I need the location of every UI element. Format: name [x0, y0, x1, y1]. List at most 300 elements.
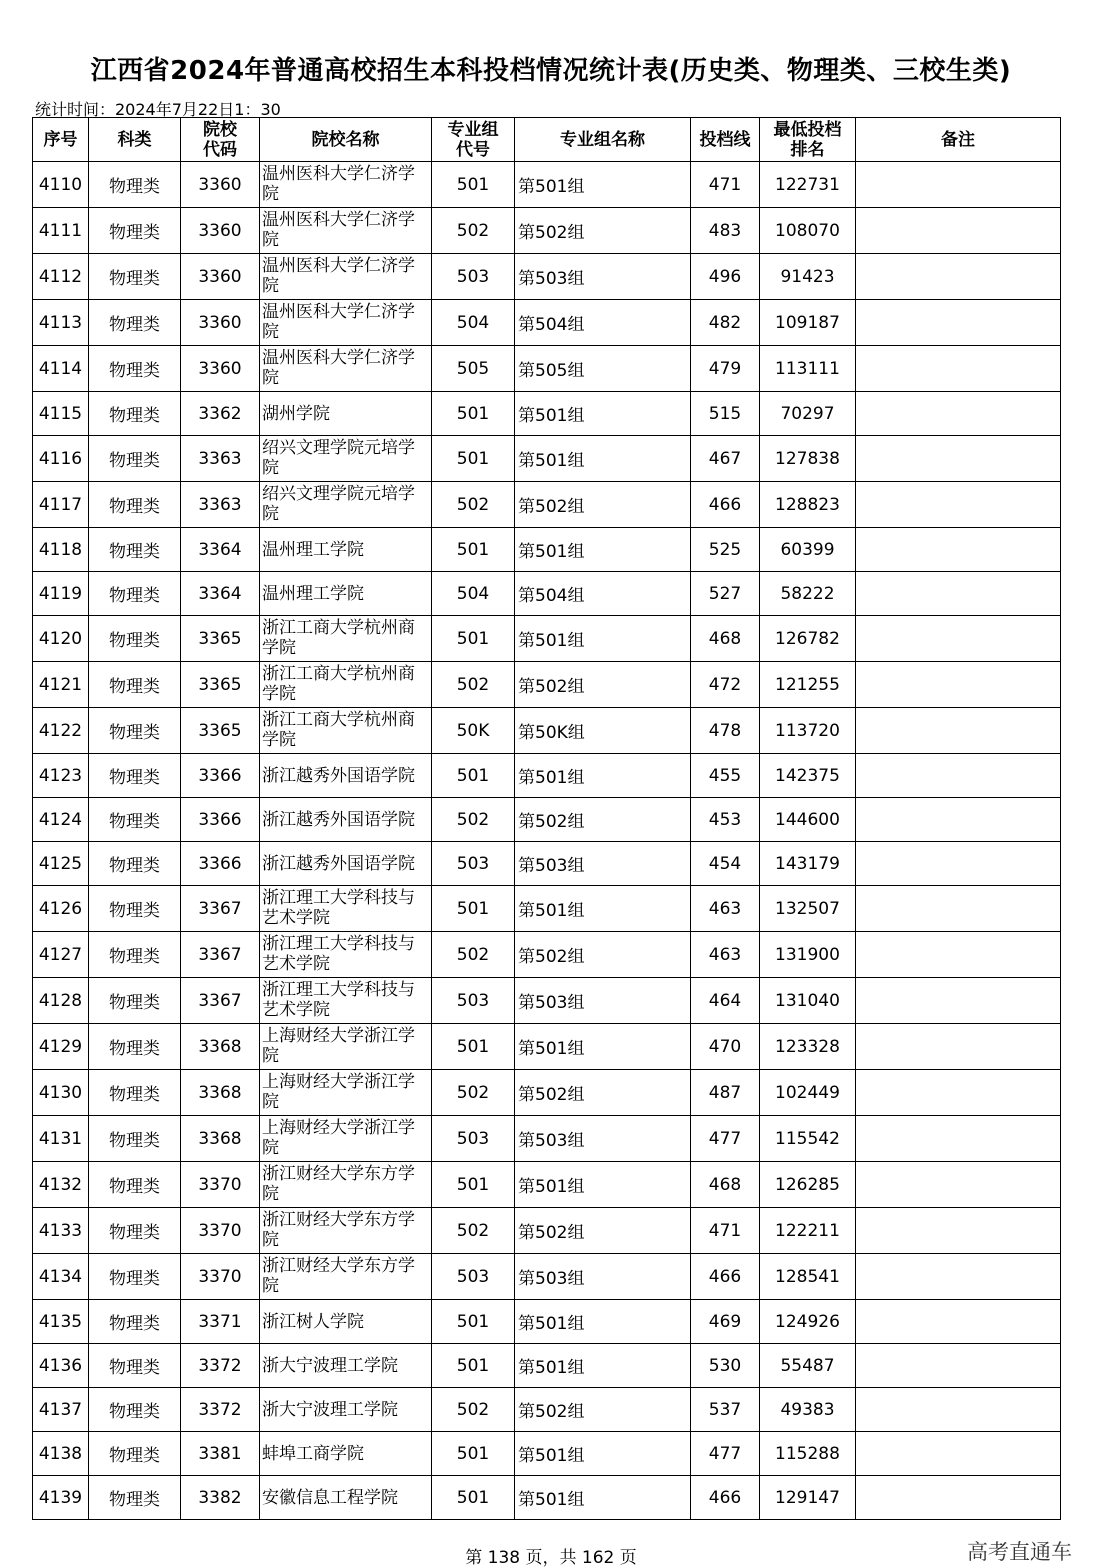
school-code-cell: 3363 — [181, 436, 260, 482]
category-cell: 物理类 — [89, 1024, 181, 1070]
header-cutoff-score: 投档线 — [691, 118, 760, 162]
category-cell: 物理类 — [89, 1344, 181, 1388]
school-code-cell: 3360 — [181, 208, 260, 254]
group-name-cell: 第501组 — [515, 436, 691, 482]
table-row — [33, 886, 1061, 932]
cutoff-score-cell: 463 — [691, 886, 760, 932]
remarks-cell — [856, 662, 1061, 708]
min-rank-cell: 109187 — [760, 300, 856, 346]
cutoff-score-cell: 455 — [691, 754, 760, 798]
min-rank-cell: 142375 — [760, 754, 856, 798]
table-row — [33, 754, 1061, 798]
table-row — [33, 436, 1061, 482]
school-code-cell: 3366 — [181, 798, 260, 842]
group-code-cell: 503 — [432, 842, 515, 886]
remarks-cell — [856, 482, 1061, 528]
school-code-cell: 3367 — [181, 932, 260, 978]
school-code-cell: 3371 — [181, 1300, 260, 1344]
school-code-cell: 3360 — [181, 254, 260, 300]
cutoff-score-cell: 527 — [691, 572, 760, 616]
school-code-cell: 3368 — [181, 1024, 260, 1070]
remarks-cell — [856, 1070, 1061, 1116]
remarks-cell — [856, 572, 1061, 616]
group-code-cell: 504 — [432, 300, 515, 346]
category-cell: 物理类 — [89, 1208, 181, 1254]
group-code-cell: 502 — [432, 208, 515, 254]
table-row — [33, 1432, 1061, 1476]
school-code-cell: 3364 — [181, 572, 260, 616]
min-rank-cell: 115542 — [760, 1116, 856, 1162]
index-cell: 4117 — [33, 482, 89, 528]
index-cell: 4127 — [33, 932, 89, 978]
min-rank-cell: 132507 — [760, 886, 856, 932]
group-name-cell: 第503组 — [515, 254, 691, 300]
group-code-cell: 501 — [432, 886, 515, 932]
min-rank-cell: 126285 — [760, 1162, 856, 1208]
table-row — [33, 1344, 1061, 1388]
category-cell: 物理类 — [89, 886, 181, 932]
category-cell: 物理类 — [89, 436, 181, 482]
category-cell: 物理类 — [89, 616, 181, 662]
header-school-code: 院校代码 — [181, 118, 260, 162]
group-name-cell: 第503组 — [515, 978, 691, 1024]
index-cell: 4132 — [33, 1162, 89, 1208]
school-code-cell: 3365 — [181, 662, 260, 708]
group-name-cell: 第501组 — [515, 528, 691, 572]
school-name-cell: 浙江理工大学科技与艺术学院 — [260, 886, 432, 932]
school-code-cell: 3382 — [181, 1476, 260, 1520]
index-cell: 4133 — [33, 1208, 89, 1254]
school-name-cell: 蚌埠工商学院 — [260, 1432, 432, 1476]
category-cell: 物理类 — [89, 978, 181, 1024]
min-rank-cell: 115288 — [760, 1432, 856, 1476]
index-cell: 4134 — [33, 1254, 89, 1300]
group-name-cell: 第501组 — [515, 616, 691, 662]
group-code-cell: 501 — [432, 162, 515, 208]
cutoff-score-cell: 525 — [691, 528, 760, 572]
remarks-cell — [856, 208, 1061, 254]
cutoff-score-cell: 530 — [691, 1344, 760, 1388]
table-row — [33, 1208, 1061, 1254]
group-name-cell: 第502组 — [515, 1388, 691, 1432]
index-cell: 4115 — [33, 392, 89, 436]
group-name-cell: 第504组 — [515, 300, 691, 346]
school-code-cell: 3366 — [181, 754, 260, 798]
school-name-cell: 温州医科大学仁济学院 — [260, 346, 432, 392]
group-name-cell: 第501组 — [515, 392, 691, 436]
index-cell: 4121 — [33, 662, 89, 708]
group-code-cell: 501 — [432, 1024, 515, 1070]
remarks-cell — [856, 392, 1061, 436]
category-cell: 物理类 — [89, 1116, 181, 1162]
group-code-cell: 501 — [432, 436, 515, 482]
school-name-cell: 浙江财经大学东方学院 — [260, 1162, 432, 1208]
header-min-rank: 最低投档排名 — [760, 118, 856, 162]
group-code-cell: 505 — [432, 346, 515, 392]
remarks-cell — [856, 1116, 1061, 1162]
school-code-cell: 3367 — [181, 886, 260, 932]
min-rank-cell: 60399 — [760, 528, 856, 572]
group-code-cell: 503 — [432, 978, 515, 1024]
remarks-cell — [856, 932, 1061, 978]
admission-table — [32, 117, 1061, 1520]
category-cell: 物理类 — [89, 1162, 181, 1208]
school-name-cell: 温州理工学院 — [260, 572, 432, 616]
group-name-cell: 第503组 — [515, 842, 691, 886]
index-cell: 4130 — [33, 1070, 89, 1116]
group-code-cell: 501 — [432, 528, 515, 572]
remarks-cell — [856, 616, 1061, 662]
group-code-cell: 502 — [432, 1388, 515, 1432]
cutoff-score-cell: 477 — [691, 1116, 760, 1162]
min-rank-cell: 58222 — [760, 572, 856, 616]
group-name-cell: 第501组 — [515, 1162, 691, 1208]
group-code-cell: 501 — [432, 392, 515, 436]
table-row — [33, 1476, 1061, 1520]
table-row — [33, 254, 1061, 300]
min-rank-cell: 143179 — [760, 842, 856, 886]
cutoff-score-cell: 468 — [691, 616, 760, 662]
page-footer: 第 138 页，共 162 页 — [465, 1548, 637, 1568]
group-name-cell: 第502组 — [515, 1208, 691, 1254]
school-name-cell: 温州医科大学仁济学院 — [260, 254, 432, 300]
school-name-cell: 上海财经大学浙江学院 — [260, 1024, 432, 1070]
index-cell: 4139 — [33, 1476, 89, 1520]
group-code-cell: 501 — [432, 1476, 515, 1520]
index-cell: 4138 — [33, 1432, 89, 1476]
group-code-cell: 504 — [432, 572, 515, 616]
school-code-cell: 3381 — [181, 1432, 260, 1476]
index-cell: 4131 — [33, 1116, 89, 1162]
school-code-cell: 3360 — [181, 346, 260, 392]
category-cell: 物理类 — [89, 346, 181, 392]
header-group-name: 专业组名称 — [515, 118, 691, 162]
cutoff-score-cell: 469 — [691, 1300, 760, 1344]
school-name-cell: 浙江工商大学杭州商学院 — [260, 708, 432, 754]
category-cell: 物理类 — [89, 1476, 181, 1520]
table-row — [33, 300, 1061, 346]
index-cell: 4123 — [33, 754, 89, 798]
table-row — [33, 1024, 1061, 1070]
group-name-cell: 第502组 — [515, 662, 691, 708]
index-cell: 4135 — [33, 1300, 89, 1344]
table-row — [33, 1070, 1061, 1116]
cutoff-score-cell: 454 — [691, 842, 760, 886]
school-code-cell: 3370 — [181, 1254, 260, 1300]
min-rank-cell: 128823 — [760, 482, 856, 528]
header-index: 序号 — [33, 118, 89, 162]
cutoff-score-cell: 496 — [691, 254, 760, 300]
school-name-cell: 浙江理工大学科技与艺术学院 — [260, 978, 432, 1024]
cutoff-score-cell: 464 — [691, 978, 760, 1024]
min-rank-cell: 127838 — [760, 436, 856, 482]
category-cell: 物理类 — [89, 798, 181, 842]
cutoff-score-cell: 472 — [691, 662, 760, 708]
index-cell: 4120 — [33, 616, 89, 662]
group-name-cell: 第502组 — [515, 798, 691, 842]
category-cell: 物理类 — [89, 254, 181, 300]
remarks-cell — [856, 842, 1061, 886]
header-remarks: 备注 — [856, 118, 1061, 162]
remarks-cell — [856, 1162, 1061, 1208]
cutoff-score-cell: 477 — [691, 1432, 760, 1476]
header-category: 科类 — [89, 118, 181, 162]
school-code-cell: 3365 — [181, 616, 260, 662]
remarks-cell — [856, 162, 1061, 208]
table-row — [33, 616, 1061, 662]
category-cell: 物理类 — [89, 162, 181, 208]
group-name-cell: 第502组 — [515, 1070, 691, 1116]
min-rank-cell: 55487 — [760, 1344, 856, 1388]
category-cell: 物理类 — [89, 1300, 181, 1344]
remarks-cell — [856, 436, 1061, 482]
min-rank-cell: 122211 — [760, 1208, 856, 1254]
table-row — [33, 482, 1061, 528]
cutoff-score-cell: 463 — [691, 932, 760, 978]
index-cell: 4129 — [33, 1024, 89, 1070]
group-name-cell: 第501组 — [515, 1024, 691, 1070]
table-row — [33, 978, 1061, 1024]
remarks-cell — [856, 886, 1061, 932]
category-cell: 物理类 — [89, 708, 181, 754]
cutoff-score-cell: 453 — [691, 798, 760, 842]
min-rank-cell: 123328 — [760, 1024, 856, 1070]
group-code-cell: 502 — [432, 798, 515, 842]
cutoff-score-cell: 487 — [691, 1070, 760, 1116]
group-code-cell: 501 — [432, 1432, 515, 1476]
school-name-cell: 浙江财经大学东方学院 — [260, 1208, 432, 1254]
index-cell: 4110 — [33, 162, 89, 208]
category-cell: 物理类 — [89, 528, 181, 572]
school-name-cell: 浙江越秀外国语学院 — [260, 754, 432, 798]
school-code-cell: 3368 — [181, 1070, 260, 1116]
school-code-cell: 3364 — [181, 528, 260, 572]
table-row — [33, 708, 1061, 754]
min-rank-cell: 49383 — [760, 1388, 856, 1432]
table-row — [33, 1388, 1061, 1432]
table-row — [33, 1116, 1061, 1162]
group-name-cell: 第501组 — [515, 162, 691, 208]
table-row — [33, 572, 1061, 616]
table-row — [33, 1300, 1061, 1344]
index-cell: 4118 — [33, 528, 89, 572]
table-row — [33, 1162, 1061, 1208]
cutoff-score-cell: 468 — [691, 1162, 760, 1208]
group-name-cell: 第501组 — [515, 886, 691, 932]
cutoff-score-cell: 466 — [691, 1254, 760, 1300]
school-code-cell: 3360 — [181, 162, 260, 208]
group-name-cell: 第504组 — [515, 572, 691, 616]
group-code-cell: 501 — [432, 754, 515, 798]
category-cell: 物理类 — [89, 932, 181, 978]
index-cell: 4125 — [33, 842, 89, 886]
index-cell: 4122 — [33, 708, 89, 754]
group-code-cell: 501 — [432, 616, 515, 662]
category-cell: 物理类 — [89, 482, 181, 528]
school-code-cell: 3368 — [181, 1116, 260, 1162]
index-cell: 4111 — [33, 208, 89, 254]
school-name-cell: 绍兴文理学院元培学院 — [260, 482, 432, 528]
group-name-cell: 第502组 — [515, 208, 691, 254]
remarks-cell — [856, 1344, 1061, 1388]
table-row — [33, 346, 1061, 392]
index-cell: 4124 — [33, 798, 89, 842]
group-code-cell: 50K — [432, 708, 515, 754]
remarks-cell — [856, 708, 1061, 754]
school-name-cell: 浙江越秀外国语学院 — [260, 842, 432, 886]
header-group-code: 专业组代号 — [432, 118, 515, 162]
min-rank-cell: 131040 — [760, 978, 856, 1024]
group-name-cell: 第501组 — [515, 1476, 691, 1520]
group-name-cell: 第502组 — [515, 932, 691, 978]
school-name-cell: 绍兴文理学院元培学院 — [260, 436, 432, 482]
school-name-cell: 浙江财经大学东方学院 — [260, 1254, 432, 1300]
min-rank-cell: 113111 — [760, 346, 856, 392]
group-name-cell: 第502组 — [515, 482, 691, 528]
group-code-cell: 502 — [432, 932, 515, 978]
min-rank-cell: 144600 — [760, 798, 856, 842]
school-name-cell: 浙江树人学院 — [260, 1300, 432, 1344]
category-cell: 物理类 — [89, 1388, 181, 1432]
school-code-cell: 3372 — [181, 1388, 260, 1432]
cutoff-score-cell: 470 — [691, 1024, 760, 1070]
cutoff-score-cell: 466 — [691, 482, 760, 528]
school-name-cell: 上海财经大学浙江学院 — [260, 1070, 432, 1116]
index-cell: 4126 — [33, 886, 89, 932]
stat-time: 统计时间：2024年7月22日1：30 — [35, 100, 281, 119]
index-cell: 4112 — [33, 254, 89, 300]
cutoff-score-cell: 466 — [691, 1476, 760, 1520]
school-name-cell: 温州医科大学仁济学院 — [260, 162, 432, 208]
school-name-cell: 温州理工学院 — [260, 528, 432, 572]
table-row — [33, 528, 1061, 572]
school-name-cell: 湖州学院 — [260, 392, 432, 436]
school-code-cell: 3365 — [181, 708, 260, 754]
group-code-cell: 503 — [432, 1116, 515, 1162]
group-code-cell: 503 — [432, 1254, 515, 1300]
school-code-cell: 3372 — [181, 1344, 260, 1388]
school-name-cell: 温州医科大学仁济学院 — [260, 300, 432, 346]
group-name-cell: 第501组 — [515, 1300, 691, 1344]
group-code-cell: 501 — [432, 1300, 515, 1344]
group-name-cell: 第501组 — [515, 1344, 691, 1388]
min-rank-cell: 124926 — [760, 1300, 856, 1344]
table-row — [33, 208, 1061, 254]
min-rank-cell: 113720 — [760, 708, 856, 754]
remarks-cell — [856, 1432, 1061, 1476]
school-name-cell: 浙江理工大学科技与艺术学院 — [260, 932, 432, 978]
group-name-cell: 第503组 — [515, 1116, 691, 1162]
school-name-cell: 浙江越秀外国语学院 — [260, 798, 432, 842]
index-cell: 4136 — [33, 1344, 89, 1388]
table-row — [33, 392, 1061, 436]
min-rank-cell: 131900 — [760, 932, 856, 978]
group-code-cell: 501 — [432, 1162, 515, 1208]
remarks-cell — [856, 978, 1061, 1024]
cutoff-score-cell: 515 — [691, 392, 760, 436]
remarks-cell — [856, 300, 1061, 346]
remarks-cell — [856, 1024, 1061, 1070]
group-name-cell: 第501组 — [515, 1432, 691, 1476]
index-cell: 4119 — [33, 572, 89, 616]
group-code-cell: 502 — [432, 1070, 515, 1116]
category-cell: 物理类 — [89, 1432, 181, 1476]
school-code-cell: 3370 — [181, 1162, 260, 1208]
table-header-row — [33, 118, 1061, 162]
table-row — [33, 1254, 1061, 1300]
school-name-cell: 浙大宁波理工学院 — [260, 1344, 432, 1388]
page-title: 江西省2024年普通高校招生本科投档情况统计表(历史类、物理类、三校生类) — [90, 56, 1012, 86]
table-row — [33, 798, 1061, 842]
group-code-cell: 503 — [432, 254, 515, 300]
index-cell: 4128 — [33, 978, 89, 1024]
category-cell: 物理类 — [89, 842, 181, 886]
remarks-cell — [856, 528, 1061, 572]
table-row — [33, 842, 1061, 886]
index-cell: 4114 — [33, 346, 89, 392]
brand-watermark: 高考直通车 — [967, 1540, 1072, 1564]
remarks-cell — [856, 1388, 1061, 1432]
school-name-cell: 安徽信息工程学院 — [260, 1476, 432, 1520]
remarks-cell — [856, 1254, 1061, 1300]
min-rank-cell: 122731 — [760, 162, 856, 208]
cutoff-score-cell: 482 — [691, 300, 760, 346]
min-rank-cell: 108070 — [760, 208, 856, 254]
remarks-cell — [856, 1208, 1061, 1254]
school-code-cell: 3363 — [181, 482, 260, 528]
category-cell: 物理类 — [89, 1070, 181, 1116]
table-row — [33, 932, 1061, 978]
category-cell: 物理类 — [89, 572, 181, 616]
category-cell: 物理类 — [89, 754, 181, 798]
min-rank-cell: 128541 — [760, 1254, 856, 1300]
index-cell: 4137 — [33, 1388, 89, 1432]
index-cell: 4113 — [33, 300, 89, 346]
group-name-cell: 第503组 — [515, 1254, 691, 1300]
min-rank-cell: 129147 — [760, 1476, 856, 1520]
remarks-cell — [856, 1476, 1061, 1520]
school-name-cell: 温州医科大学仁济学院 — [260, 208, 432, 254]
remarks-cell — [856, 798, 1061, 842]
cutoff-score-cell: 537 — [691, 1388, 760, 1432]
school-code-cell: 3362 — [181, 392, 260, 436]
cutoff-score-cell: 483 — [691, 208, 760, 254]
category-cell: 物理类 — [89, 300, 181, 346]
school-code-cell: 3360 — [181, 300, 260, 346]
index-cell: 4116 — [33, 436, 89, 482]
group-name-cell: 第50K组 — [515, 708, 691, 754]
header-school-name: 院校名称 — [260, 118, 432, 162]
group-code-cell: 502 — [432, 482, 515, 528]
category-cell: 物理类 — [89, 392, 181, 436]
min-rank-cell: 121255 — [760, 662, 856, 708]
cutoff-score-cell: 478 — [691, 708, 760, 754]
table-row — [33, 162, 1061, 208]
school-code-cell: 3366 — [181, 842, 260, 886]
school-name-cell: 浙大宁波理工学院 — [260, 1388, 432, 1432]
school-code-cell: 3370 — [181, 1208, 260, 1254]
group-name-cell: 第501组 — [515, 754, 691, 798]
category-cell: 物理类 — [89, 662, 181, 708]
min-rank-cell: 70297 — [760, 392, 856, 436]
category-cell: 物理类 — [89, 208, 181, 254]
cutoff-score-cell: 471 — [691, 162, 760, 208]
table-row — [33, 662, 1061, 708]
remarks-cell — [856, 254, 1061, 300]
cutoff-score-cell: 471 — [691, 1208, 760, 1254]
min-rank-cell: 126782 — [760, 616, 856, 662]
group-code-cell: 502 — [432, 662, 515, 708]
